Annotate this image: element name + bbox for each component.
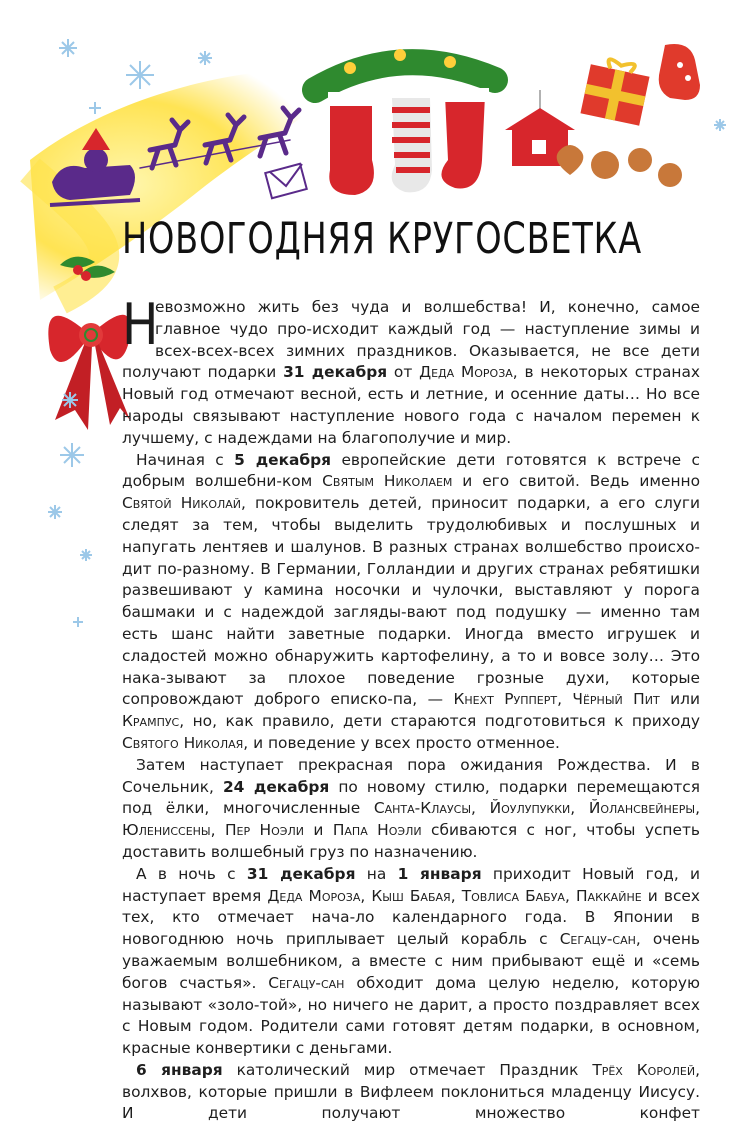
drop-cap: Н bbox=[122, 292, 159, 358]
stockings-icon bbox=[328, 88, 489, 195]
bow-icon bbox=[48, 315, 130, 430]
paragraph: Затем наступает прекрасная пора ожидания Рождества. И в Сочельник, 24 декабря по новому стилю, подарки перемещаются под ёлки, многочисленные Санта-Клаусы, Йоулупукки, Йолансвейнеры, Юлениссены, Пер Ноэли и Папа Ноэли сбиваются с ног, чтобы успеть доставить волшебный груз по назначению. bbox=[122, 755, 700, 861]
cookies-icon bbox=[557, 145, 682, 187]
paragraph: А в ночь с 31 декабря на 1 января приходит Новый год, и наступает время Деда Мороза, Кыш Бабая, Товлиса Бабуа, Паккайне и всех тех, кто отмечает нача-ло календарного года. В Японии в новогоднюю ночь приплывает целый корабль с Сегацу-сан, очень уважаемым волшебником, а вместе с ним прибывают ещё и «семь богов счастья». Сегацу-сан обходит дома целую неделю, которую называют «золо-той», но ничего не дарит, а просто поздравляет всех с Новым годом. Родители сами готовят детям подарки, в основном, красные конвертики с деньгами. bbox=[122, 864, 701, 1058]
paragraph: Начиная с 5 декабря европейские дети готовятся к встрече с добрым волшебни-ком Святым Николаем и его свитой. Ведь именно Святой Николай, покровитель детей, приносит подарки, а его слуги следят за тем, чтобы выделить трудолюбивых и послушных и напугать лентяев и шалунов. В разных странах волшебство происхо-дит по-разному. В Германии, Голландии и других странах ребятишки развешивают у камина носочки и чулочки, выставляют у порога башмаки и с надеждой загляды-вают под подушку — именно там есть шанс найти заветные подарки. Иногда вместо игрушек и сладостей можно обнаружить картофелину, а то и вовсе золу… Это нака-зывают за плохое поведение грозные духи, которые сопровождают доброго еписко-па, — Кнехт Рупперт, Чёрный Пит или Крампус, но, как правило, дети стараются подготовиться к приходу Святого Николая, и поведение у всех просто отменное. bbox=[122, 450, 700, 752]
page-title: НОВОГОДНЯЯ КРУГОСВЕТКА bbox=[122, 214, 642, 264]
paragraph: Н евозможно жить без чуда и волшебства! И, конечно, самое главное чудо про-исходит каждый год — наступление зимы и всех-всех-всех зимних праздников. Оказывается, не все дети получают подарки 31 декабря от Деда Мороза, в некоторых странах Новый год отмечают весной, есть и летние, и осенние даты… Но все народы связывают наступление нового года с началом перемен к лучшему, с надеждами на благополучие и мир. bbox=[122, 292, 701, 447]
gift-box-icon bbox=[580, 56, 651, 126]
garland-icon bbox=[315, 49, 495, 90]
envelope-icon bbox=[265, 164, 307, 198]
paragraph: 6 января католический мир отмечает Праздник Трёх Королей, волхвов, которые пришли в Вифлеем поклониться младенцу Иисусу. И дети получают множество конфет bbox=[122, 1060, 700, 1123]
mitten-icon bbox=[659, 44, 700, 100]
article-body bbox=[122, 292, 701, 1125]
